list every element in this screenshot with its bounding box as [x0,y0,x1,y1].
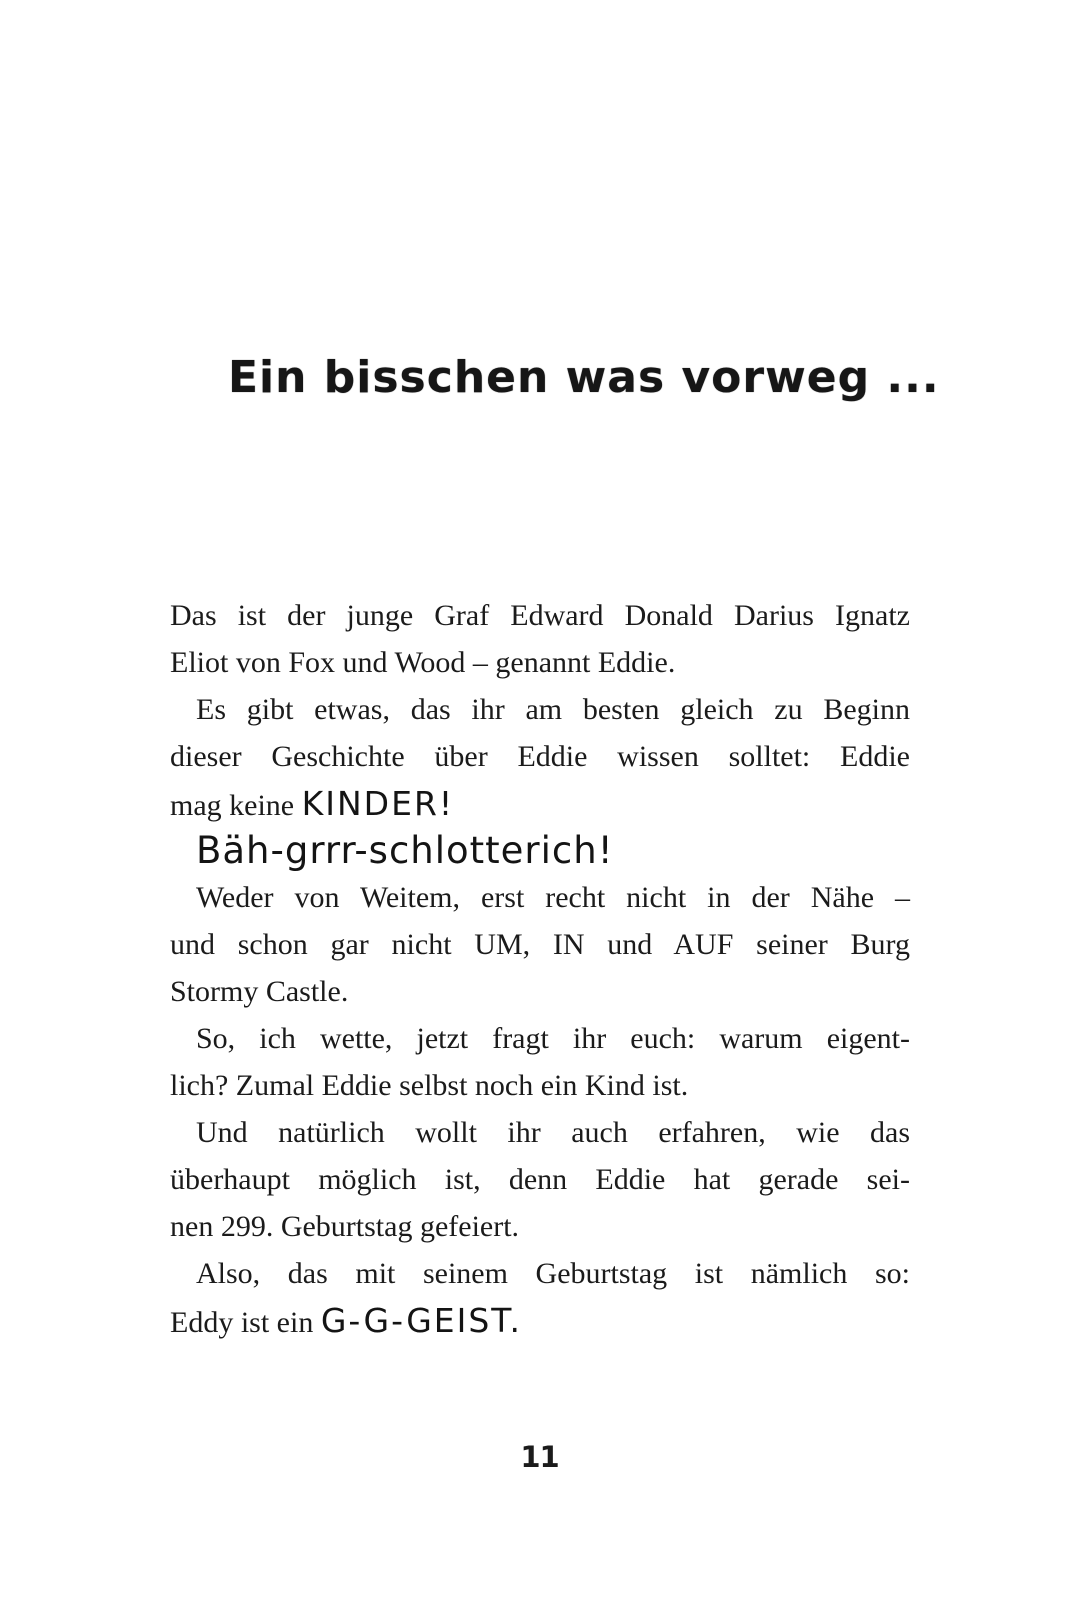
text-line: überhaupt möglich ist, denn Eddie hat gerade sei- [170,1163,910,1196]
text-line [170,1297,910,1344]
text-line: Es gibt etwas, das ihr am besten gleich zu Beginn [196,693,910,726]
text-line: Also, das mit seinem Geburtstag ist nämlich so: [196,1257,910,1290]
handwritten-word: G-G-GEIST. [320,1301,523,1340]
text-segment: mag keine [170,789,302,822]
handwritten-word: KINDER! [301,784,455,823]
text-line: Das ist der junge Graf Edward Donald Darius Ignatz [170,599,910,632]
chapter-title: Ein bisschen was vorweg ... [228,352,940,403]
body-text [170,592,910,1344]
text-line: Eliot von Fox und Wood – genannt Eddie. [170,646,676,679]
page-number: 11 [520,1440,559,1474]
text-line: lich? Zumal Eddie selbst noch ein Kind ist. [170,1069,689,1102]
text-line [170,780,910,827]
text-line: Und natürlich wollt ihr auch erfahren, wie das [196,1116,910,1149]
text-line: So, ich wette, jetzt fragt ihr euch: warum eigent- [196,1022,910,1055]
text-line [170,827,910,874]
text-line: Stormy Castle. [170,975,349,1008]
text-line: dieser Geschichte über Eddie wissen solltet: Eddie [170,740,910,773]
text-line: und schon gar nicht UM, IN und AUF seiner Burg [170,928,910,961]
text-line: nen 299. Geburtstag gefeiert. [170,1210,520,1243]
text-line: Weder von Weitem, erst recht nicht in der Nähe – [196,881,910,914]
handwritten-word: Bäh-grrr-schlotterich! [196,829,614,872]
text-segment: Eddy ist ein [170,1306,321,1339]
